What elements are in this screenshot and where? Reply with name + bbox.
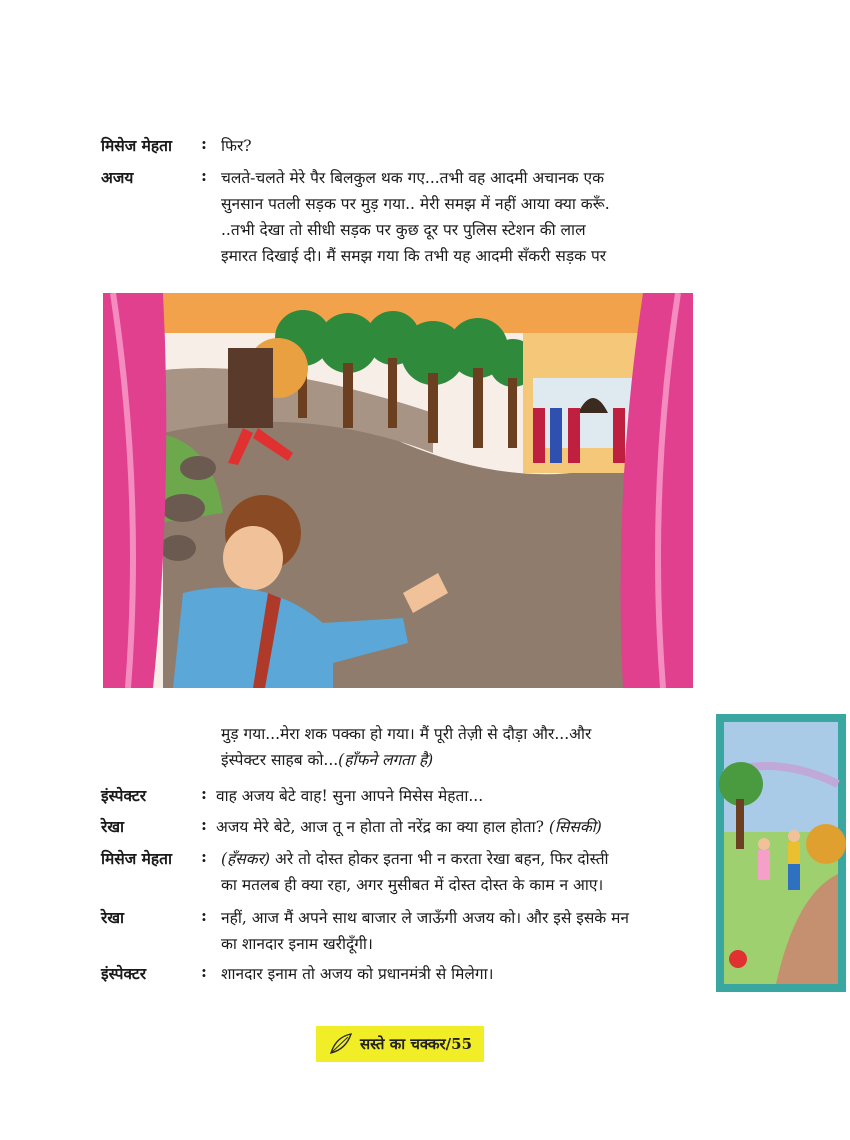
- side-illustration: [716, 714, 846, 992]
- dialogue-line: का मतलब ही क्या रहा, अगर मुसीबत में दोस्त दोस्त के काम न आए।: [221, 876, 604, 894]
- dialogue-line: मुड़ गया...मेरा शक पक्का हो गया। मैं पूरी तेज़ी से दौड़ा और...और: [221, 725, 592, 743]
- dialogue-line: का शानदार इनाम खरीदूँगी।: [221, 935, 373, 953]
- colon: :: [201, 134, 207, 153]
- colon: :: [201, 847, 207, 866]
- speaker-inspector-2: इंस्पेक्टर: [101, 964, 147, 983]
- dialogue-line: [221, 847, 609, 869]
- dialogue-text: अरे तो दोस्त होकर इतना भी न करता रेखा बहन, फिर दोस्ती: [270, 850, 609, 868]
- stage-direction: (सिसकी): [548, 818, 602, 836]
- stage-direction: (हँसकर): [221, 850, 271, 868]
- speaker-rekha-1: रेखा: [101, 817, 125, 836]
- leaf-icon: [328, 1031, 354, 1057]
- colon: :: [201, 166, 207, 185]
- dialogue-line: नहीं, आज मैं अपने साथ बाजार ले जाऊँगी अजय को। और इसे इसके मन: [221, 909, 630, 927]
- dialogue-line: शानदार इनाम तो अजय को प्रधानमंत्री से मिलेगा।: [221, 965, 494, 983]
- colon: :: [201, 815, 207, 834]
- stage-direction: (हाँफने लगता है): [338, 751, 434, 769]
- colon: :: [201, 906, 207, 925]
- dialogue-line: फिर?: [221, 137, 252, 155]
- dialogue-line: इमारत दिखाई दी। मैं समझ गया कि तभी यह आदमी सँकरी सड़क पर: [221, 247, 607, 265]
- speaker-mrs-mehta-1: मिसेज मेहता: [101, 136, 173, 155]
- dialogue-line: [221, 748, 433, 770]
- page-number-title: सस्ते का चक्कर/55: [359, 1035, 473, 1053]
- dialogue-line: ..तभी देखा तो सीधी सड़क पर कुछ दूर पर पुलिस स्टेशन की लाल: [221, 221, 586, 239]
- dialogue-text: अजय मेरे बेटे, आज तू न होता तो नरेंद्र का क्या हाल होता?: [216, 818, 544, 836]
- colon: :: [201, 962, 207, 981]
- speaker-rekha-2: रेखा: [101, 908, 125, 927]
- colon: :: [201, 784, 207, 803]
- speaker-mrs-mehta-2: मिसेज मेहता: [101, 849, 173, 868]
- dialogue-line: [216, 815, 602, 837]
- speaker-ajay: अजय: [101, 168, 134, 187]
- dialogue-line: सुनसान पतली सड़क पर मुड़ गया.. मेरी समझ में नहीं आया क्या करूँ.: [221, 195, 610, 213]
- dialogue-line: वाह अजय बेटे वाह! सुना आपने मिसेस मेहता...: [216, 787, 484, 805]
- dialogue-text: इंस्पेक्टर साहब को...: [221, 751, 339, 769]
- story-illustration: [103, 293, 693, 688]
- page-footer: [316, 1026, 484, 1062]
- dialogue-line: चलते-चलते मेरे पैर बिलकुल थक गए...तभी वह आदमी अचानक एक: [221, 169, 605, 187]
- speaker-inspector-1: इंस्पेक्टर: [101, 786, 147, 805]
